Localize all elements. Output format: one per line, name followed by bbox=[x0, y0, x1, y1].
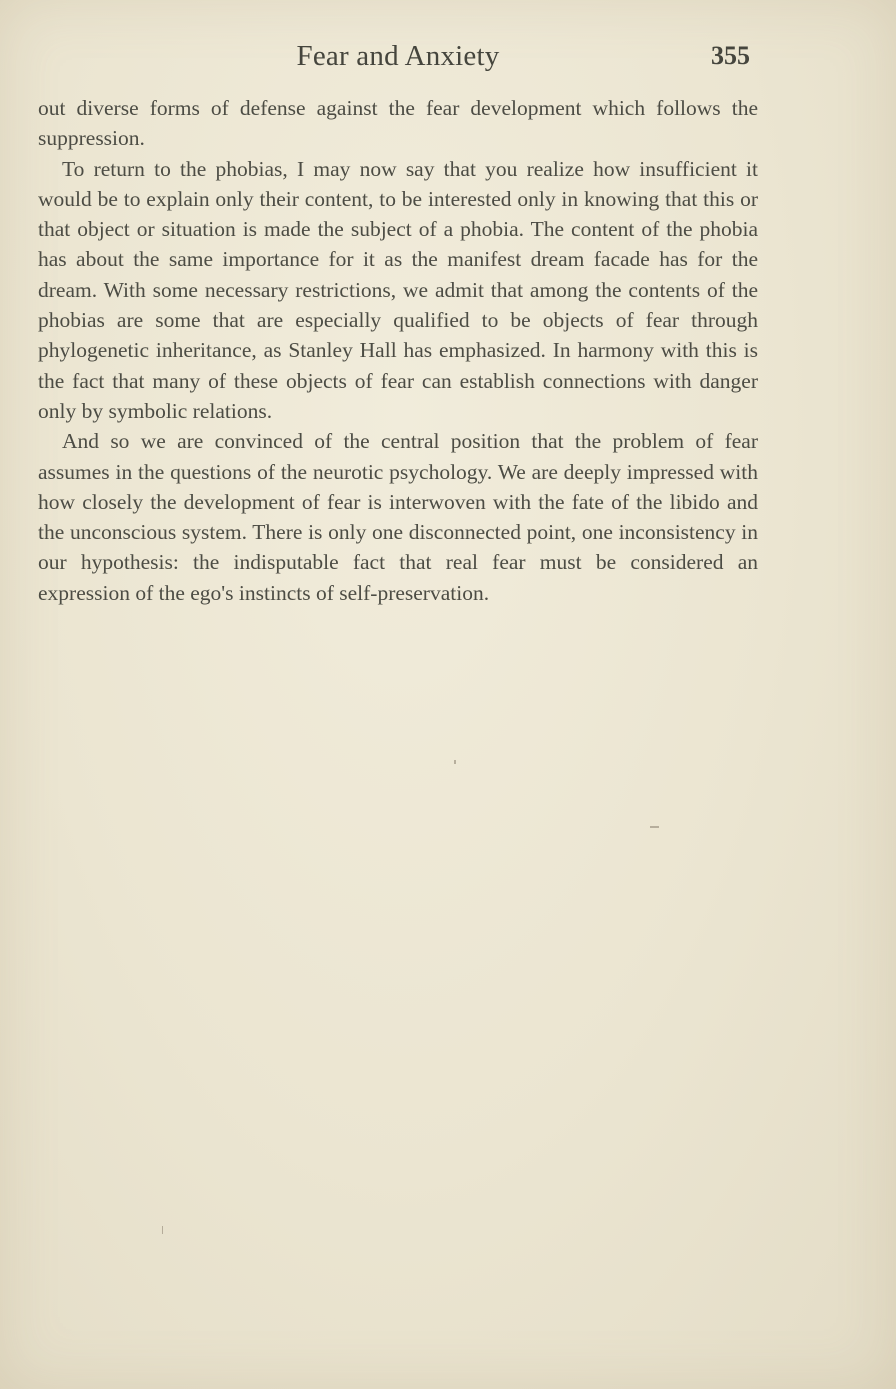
paper-speck bbox=[454, 760, 456, 764]
page-number: 355 bbox=[711, 41, 750, 70]
paper-speck bbox=[650, 826, 659, 828]
paragraph-conclusion: And so we are convinced of the central position that the problem of fear assumes in the questions of the neurotic psychology. We are deeply impressed with how closely the development of fear is interwoven with the fate of the libido and the unconscious system. There is only one disconnected point, one inconsistency in our hypothesis: the indisputable fact that real fear must be considered an expression of the ego's instincts of self-preservation. bbox=[38, 429, 758, 605]
page-header bbox=[38, 36, 758, 76]
paper-speck bbox=[162, 1226, 163, 1234]
running-title: Fear and Anxiety bbox=[296, 40, 500, 72]
body-text bbox=[38, 93, 758, 608]
paragraph-continuation: out diverse forms of defense against the fear development which follows the suppression. bbox=[38, 96, 758, 151]
paragraph-phobias: To return to the phobias, I may now say that you realize how insufficient it would be to explain only their content, to be interested only in knowing that this or that object or situation is made the subject of a phobia. The content of the phobia has about the same importance for it as the manifest dream facade has for the dream. With some necessary restrictions, we admit that among the contents of the phobias are some that are especially qualified to be objects of fear through phylogenetic inheritance, as Stanley Hall has emphasized. In harmony with this is the fact that many of these objects of fear can establish connections with danger only by symbolic relations. bbox=[38, 156, 758, 423]
